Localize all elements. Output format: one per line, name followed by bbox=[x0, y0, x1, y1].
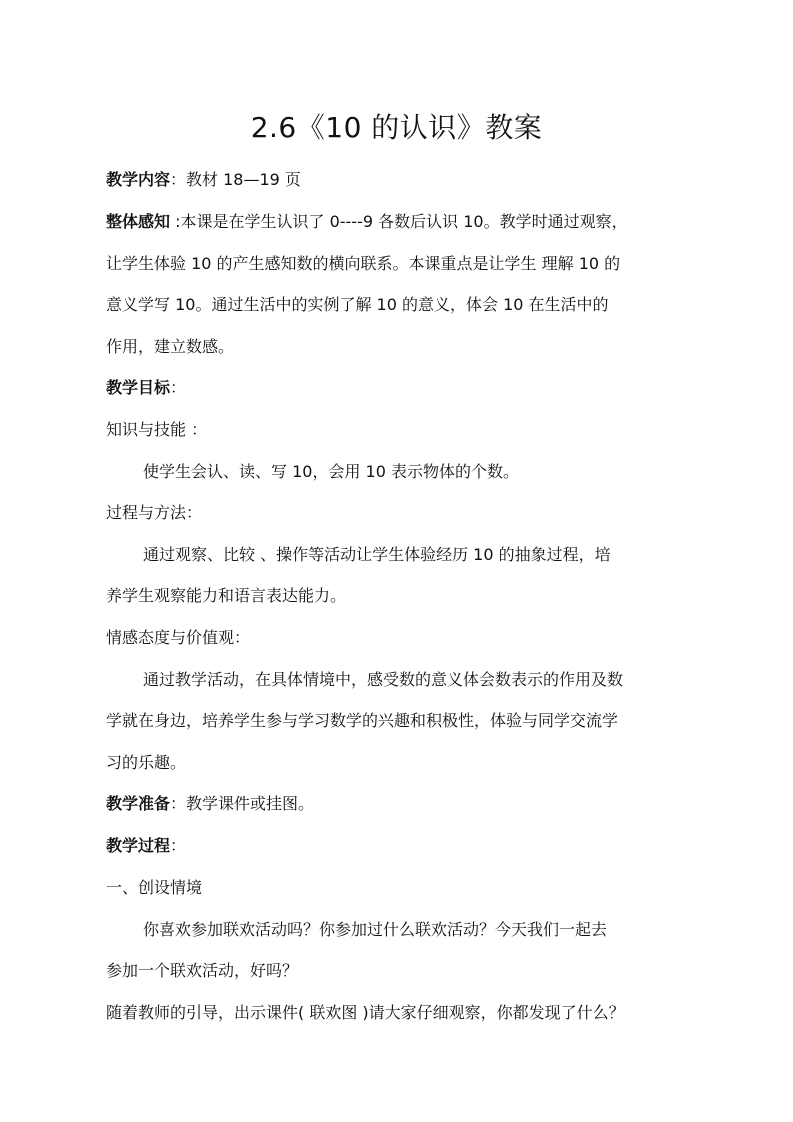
paragraph-line: 随着教师的引导，出示课件( 联欢图 )请大家仔细观察，你都发现了什么？ bbox=[106, 1003, 625, 1022]
process-method-heading: 过程与方法： bbox=[106, 503, 203, 522]
overview-line: 作用，建立数感。 bbox=[106, 337, 235, 356]
section-heading: 一、创设情境 bbox=[106, 878, 203, 897]
prep-row bbox=[106, 792, 706, 816]
teaching-process-row bbox=[106, 834, 706, 858]
emotion-heading: 情感态度与价值观： bbox=[106, 628, 251, 647]
overview-line: 让学生体验 10 的产生感知数的横向联系。本课重点是让学生 理解 10 的 bbox=[106, 254, 621, 273]
knowledge-heading: 知识与技能 ： bbox=[106, 420, 208, 439]
teaching-process-colon: ： bbox=[170, 836, 187, 855]
overview-row bbox=[106, 210, 706, 234]
goals-label: 教学目标 bbox=[106, 378, 171, 397]
goals-colon: ： bbox=[170, 378, 187, 397]
prep-label: 教学准备 bbox=[106, 794, 171, 813]
emotion-line: 学就在身边，培养学生参与学习数学的兴趣和积极性，体验与同学交流学 bbox=[106, 711, 619, 730]
goals-row bbox=[106, 376, 706, 400]
paragraph-line: 参加一个联欢活动，好吗？ bbox=[106, 961, 299, 980]
overview-line: :本课是在学生认识了 0----9 各数后认识 10。教学时通过观察， bbox=[170, 212, 628, 231]
process-method-line: 通过观察、比较 、操作等活动让学生体验经历 10 的抽象过程，培 bbox=[143, 545, 611, 564]
content-text: ：教材 18—19 页 bbox=[170, 170, 301, 189]
teaching-process-label: 教学过程 bbox=[106, 836, 171, 855]
process-method-line: 养学生观察能力和语言表达能力。 bbox=[106, 586, 347, 605]
knowledge-text: 使学生会认、读、写 10，会用 10 表示物体的个数。 bbox=[143, 462, 519, 481]
content-row bbox=[106, 168, 706, 192]
emotion-line: 习的乐趣。 bbox=[106, 753, 187, 772]
content-label: 教学内容 bbox=[106, 170, 171, 189]
overview-label: 整体感知 bbox=[106, 212, 171, 231]
emotion-line: 通过教学活动，在具体情境中，感受数的意义体会数表示的作用及数 bbox=[143, 670, 624, 689]
page-title: 2.6《10 的认识》教案 bbox=[250, 111, 543, 144]
overview-line: 意义学写 10。通过生活中的实例了解 10 的意义，体会 10 在生活中的 bbox=[106, 295, 609, 314]
paragraph-line: 你喜欢参加联欢活动吗？你参加过什么联欢活动？今天我们一起去 bbox=[143, 920, 608, 939]
prep-text: ：教学课件或挂图。 bbox=[170, 794, 315, 813]
